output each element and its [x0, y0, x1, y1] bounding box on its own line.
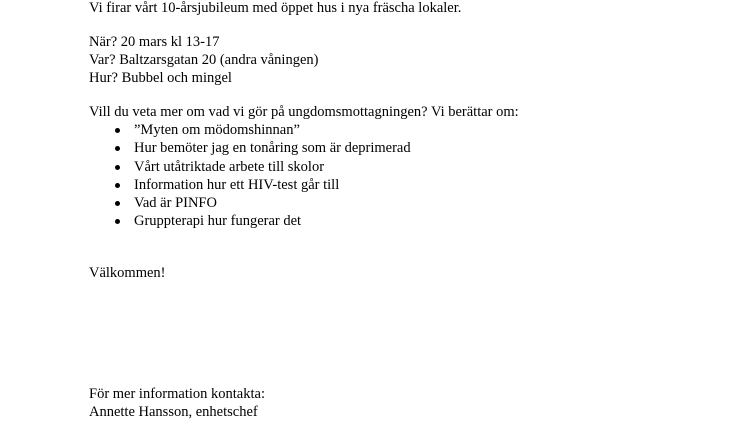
- bullet-icon: [115, 201, 120, 206]
- welcome-text: Välkommen!: [89, 265, 166, 281]
- bullet-icon: [115, 183, 120, 188]
- list-item-text: Vad är PINFO: [134, 195, 217, 212]
- bullet-icon: [115, 165, 120, 170]
- intro-text: Vi firar vårt 10-årsjubileum med öppet hus i nya fräscha lokaler.: [89, 0, 462, 16]
- how-line: Hur? Bubbel och mingel: [89, 70, 232, 86]
- contact-heading: För mer information kontakta:: [89, 386, 265, 402]
- list-item-text: ”Myten om mödomshinnan”: [134, 122, 300, 138]
- list-item-text: Vårt utåtriktade arbete till skolor: [134, 158, 325, 175]
- bullet-icon: [115, 146, 120, 151]
- bullet-icon: [115, 128, 120, 133]
- list-item-text: Information hur ett HIV-test går till: [134, 176, 340, 193]
- bullet-icon: [115, 219, 120, 224]
- where-line: Var? Baltzarsgatan 20 (andra våningen): [89, 52, 319, 68]
- topics-intro: Vill du veta mer om vad vi gör på ungdomsmottagningen? Vi berättar om:: [89, 104, 519, 120]
- when-line: När? 20 mars kl 13-17: [89, 34, 220, 50]
- contact-person: Annette Hansson, enhetschef: [89, 404, 258, 420]
- list-item-text: Gruppterapi hur fungerar det: [134, 213, 302, 230]
- list-item-text: Hur bemöter jag en tonåring som är deprimerad: [134, 140, 411, 157]
